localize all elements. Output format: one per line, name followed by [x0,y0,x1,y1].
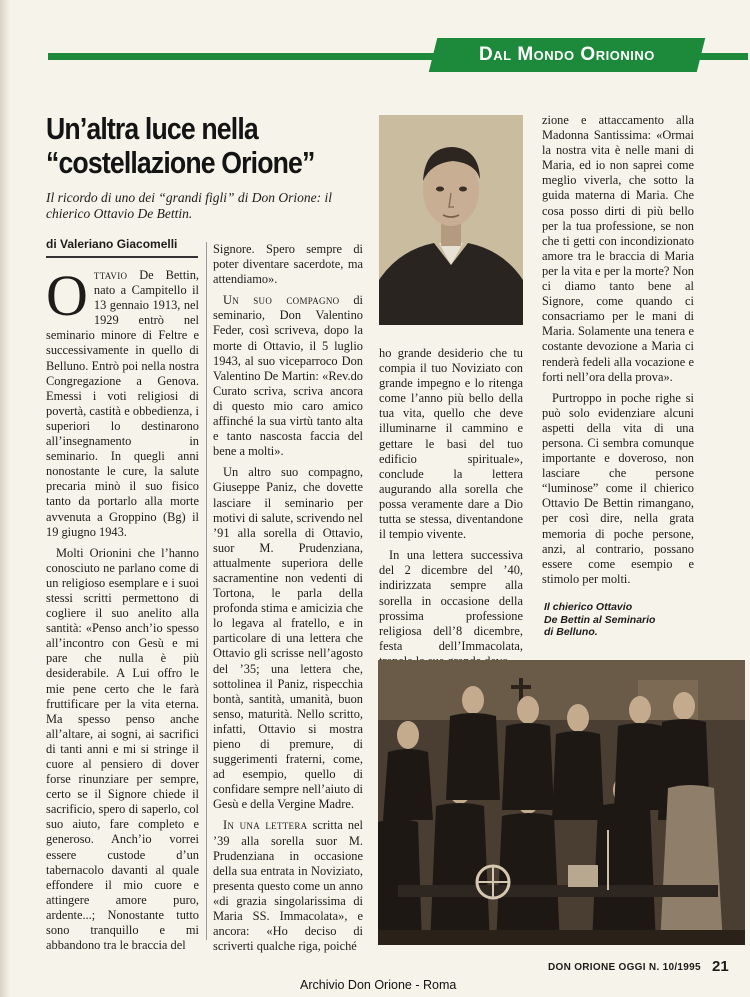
paragraph: Molti Orionini che l’hanno conosciuto ne parlano come di un religioso esemplare e i suoi stessi scritti permettono di cogliere il suo anelito alla santità: «Penso anch’io spesso all’incontro con Gesù e mi pare che nulla è più desiderabile. A Lui offro le mie pene certo che le farà fruttificare per la vita eterna. Ma spesso penso anche all’altare, ai sogni, ai sacrifici di tanti anni e mi si stringe il cuore al pensiero di dover forse rinunziare per sempre, certo se il Signore chiede il sacrificio, spero di saperlo, col suo aiuto, fare completo e generoso. Anch’io vorrei essere custode d’un tabernacolo davanti al quale effondere il mio cuore e attingere amore puro, ardente...; Nonostante tutto sono tranquillo e mi abbandono tra le braccia del [46,545,199,953]
paragraph [213,818,363,954]
section-banner [429,38,705,72]
page-number: 21 [712,958,729,975]
paragraph-text: De Bettin, nato a Campitello il 13 gennaio 1913, nel 1929 entrò nel seminario minore di Feltre e successivamente in quello di Belluno. Entrò poi nella nostra Congregazione a Genova. Emessi i voti religiosi di povertà, castità e obbedienza, i superiori lo destinarono all’insegnamento in seminario. In quegli anni nonostante le cure, la salute precaria minò il suo fisico tanto da portarlo alla morte avvenuta a Groppino (Bg) il 19 giugno 1943. [46,268,199,539]
paragraph: zione e attaccamento alla Madonna Santissima: «Ormai la nostra vita è nelle mani di Maria, ed io non saprei come meglio viverla, che sotto la guida materna di Maria. Che cosa posso dirti di più bello per la tua professione, se non che ti getti con incondizionato amore tra le braccia di Maria per la vita e per la morte? Non ci diamo tanto bene al Signore, come quando ci consacriamo per le mani di Maria. Solamente una tenera e costante devozione a Maria ci renderà fedeli alla vocazione e forti nell’ora della prova». [542,113,694,384]
portrait-illustration [379,115,523,325]
photo-caption: Il chierico Ottavio De Bettin al Seminario di Belluno. [544,601,656,638]
group-illustration [378,660,745,945]
scan-edge [0,0,10,997]
column-4 [542,113,694,593]
portrait-photo [379,115,523,325]
paragraph-text: scritta nel ’39 alla sorella suor M. Prudenziana in occasione della sua entrata in Noviziato, presenta questo come un anno «di grazia singolarissima di Maria SS. Immacolata», e ancora: «Ho deciso di scriverti qualche riga, poiché [213,818,363,954]
archive-credit: Archivio Don Orione - Roma [300,978,457,992]
paragraph: Signore. Spero sempre di poter diventare sacerdote, ma attendiamo». [213,242,363,287]
group-photo [378,660,745,945]
publication-info: DON ORIONE OGGI N. 10/1995 [548,962,701,973]
lead-in: ttavio [93,268,128,282]
paragraph: In una lettera successiva del 2 dicembre del ’40, indirizzata sempre alla sorella in occasione della prossima professione religiosa dell’8 dicembre, festa dell’Immacolata, [379,548,523,653]
section-title: Dal Mondo Orionino [479,44,655,65]
column-1 [46,263,199,953]
paragraph: Purtroppo in poche righe si può solo evidenziare alcuni aspetti della vita di una persona. Ci sembra comunque importante e doveroso, non lasciare che persone “luminose” come il chierico Ottavio De Bettin rimangano, per così dire, nella grata memoria di poche persone, anzi, al contrario, possano essere come esempio e stimolo per molti. [542,390,694,586]
paragraph [213,293,363,459]
byline: di Valeriano Giacomelli [46,237,178,251]
paragraph: ho grande desiderio che tu compia il tuo Noviziato con grande impegno e lo ritenga come l’anno più bello della tua vita, quello che deve illuminarne il cammino e gettare le basi del tuo edificio spirituale», conclude la lettera augurando alla sorella che possa veramente dare a Dio tutta se stessa, diventandone il tempio vivente. [379,346,523,542]
column-2 [213,242,363,954]
column-divider [206,242,207,940]
paragraph: Un altro suo compagno, Giuseppe Paniz, che dovette lasciare il seminario per motivi di salute, scrivendo nel ’91 alla sorella di Ottavio, suor M. Prudenziana, attualmente superiora delle sacramentine non vedenti di Tortona, le parla della profonda stima e amicizia che lo legava al fratello, e in particolare di una lettera che Ottavio gli scrisse nell’agosto del ’35; una lettera che, sottolinea il Paniz, rispecchia bontà, santità, umanità, buon senso, maturità. Nello scritto, infatti, Ottavio si mostra pieno di premure, di suggerimenti fraterni, come, ad esempio, quello di confidare sempre nell’aiuto di Gesù e della Vergine Madre. [213,465,363,812]
drop-cap: O [46,263,88,328]
lead-in: Un suo compagno [223,293,340,308]
article-title: Un’altra luce nella “costellazione Orione” [46,111,315,180]
paragraph [46,263,199,540]
column-3 [379,346,523,653]
byline-rule [46,256,198,258]
lead-in: In una lettera [223,818,308,833]
paragraph-text: di seminario, Don Valentino Feder, così scriveva, dopo la morte di Ottavio, il 5 luglio 1943, al suo viceparroco Don Valentino De Martin: «Rev.do Curato scriva, scriva ancora di questo mio caro amico affinché la sua virtù tanto alta e tanto nascosta faccia del bene a molti». [213,293,363,459]
article-subtitle: Il ricordo di uno dei “grandi figli” di Don Orione: il chierico Ottavio De Bettin. [46,190,333,221]
